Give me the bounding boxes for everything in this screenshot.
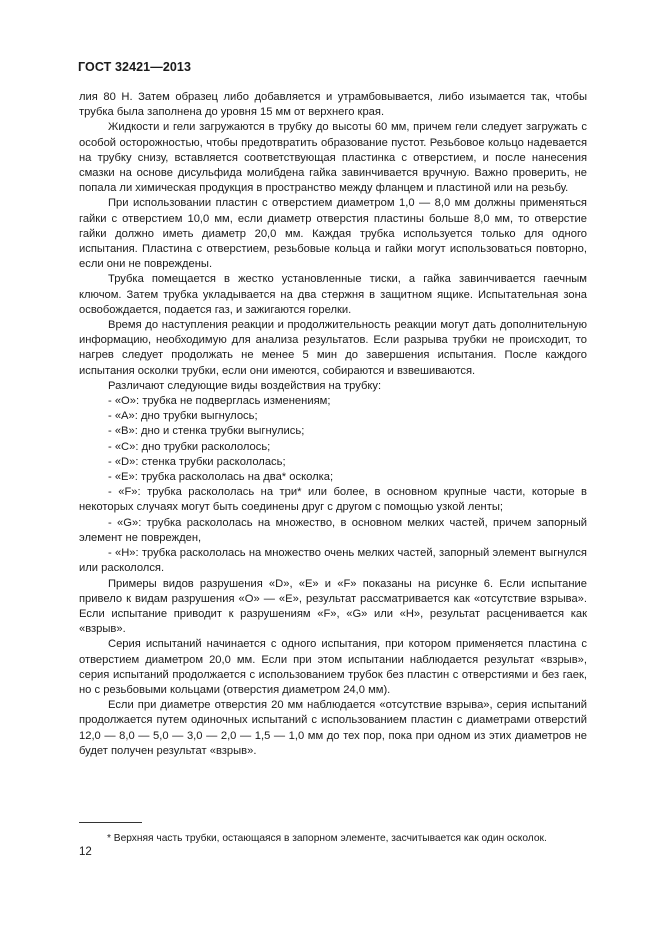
footnote-divider	[79, 822, 142, 823]
paragraph: Примеры видов разрушения «D», «E» и «F» показаны на рисунке 6. Если испытание привело к видам разрушения «O» — «E», результат рассматривается как «отсутствие взрыва». Если испытание приводит к разрушениям «F», «G» или «H», результат расценивается как «взрыв».	[79, 577, 587, 636]
effect-list-item: - «G»: трубка раскололась на множество, в основном мелких частей, причем запорный элемент не поврежден,	[79, 516, 587, 544]
paragraph: Жидкости и гели загружаются в трубку до высоты 60 мм, причем гели следует загружать с особой осторожностью, чтобы предотвратить образование пустот. Резьбовое кольцо надевается на трубку снизу, вставляется соответствующая пластинка с отверстием, и после нанесения смазки на основе дисульфида молибдена гайка завинчивается вручную. Важно проверить, не попала ли химическая продукция в пространство между фланцем и пластиной или на резьбу.	[79, 121, 587, 195]
paragraph: При использовании пластин с отверстием диаметром 1,0 — 8,0 мм должны применяться гайки с отверстием 10,0 мм, если диаметр отверстия пластины больше 8,0 мм, то отверстие гайки должно иметь диаметр 20,0 мм. Каждая трубка используется только для одного испытания. Пластина с отверстием, резьбовые кольца и гайки могут использоваться повторно, если они не повреждены.	[79, 197, 587, 271]
document-body	[79, 90, 587, 759]
page-number: 12	[79, 846, 92, 858]
paragraph: Серия испытаний начинается с одного испытания, при котором применяется пластина с отверстием диаметром 20,0 мм. Если при этом испытании наблюдается результат «взрыв», серия испытаний продолжается с использованием трубок без пластин с отверстиями и без гаек, но с резьбовыми кольцами (отверстия диаметром 24,0 мм).	[79, 638, 587, 696]
document-header: ГОСТ 32421—2013	[78, 60, 192, 74]
effect-list-item: - «A»: дно трубки выгнулось;	[108, 410, 258, 423]
effect-list-item: - «B»: дно и стенка трубки выгнулись;	[108, 425, 305, 438]
footnote: * Верхняя часть трубки, остающаяся в запорном элементе, засчитывается как один осколок.	[107, 833, 547, 844]
paragraph-continuation: лия 80 Н. Затем образец либо добавляется и утрамбовывается, либо изымается так, чтобы трубка была заполнена до уровня 15 мм от верхнего края.	[79, 91, 587, 119]
effect-list-item: - «D»: стенка трубки раскололась;	[108, 455, 286, 468]
paragraph: Время до наступления реакции и продолжительность реакции могут дать дополнительную информацию, необходимую для анализа результатов. Если разрыва трубки не происходит, то нагрев следует продолжать не менее 5 мин до завершения испытания. После каждого испытания осколки трубки, если они имеются, собираются и взвешиваются.	[79, 319, 587, 377]
paragraph: Если при диаметре отверстия 20 мм наблюдается «отсутствие взрыва», серия испытаний продолжается путем одиночных испытаний с использованием пластин с диаметрами отверстий 12,0 — 8,0 — 5,0 — 3,0 — 2,0 — 1,5 — 1,0 мм до тех пор, пока при одном из этих диаметров не будет получен результат «взрыв».	[79, 699, 587, 757]
paragraph: Различают следующие виды воздействия на трубку:	[108, 379, 382, 392]
effect-list-item: - «E»: трубка раскололась на два* осколка;	[108, 471, 334, 484]
effect-list-item: - «H»: трубка раскололась на множество очень мелких частей, запорный элемент выгнулся или раскололся.	[79, 547, 587, 575]
paragraph: Трубка помещается в жестко установленные тиски, а гайка завинчивается гаечным ключом. Затем трубка укладывается на два стержня в защитном ящике. Испытательная зона освобождается, подается газ, и зажигаются горелки.	[79, 273, 587, 316]
effect-list-item: - «O»: трубка не подверглась изменениям;	[108, 395, 331, 408]
effect-list-item: - «F»: трубка раскололась на три* или более, в основном крупные части, которые в некоторых случаях могут быть соединены друг с другом с помощью узкой ленты;	[79, 486, 587, 514]
effect-list-item: - «C»: дно трубки раскололось;	[108, 440, 271, 453]
